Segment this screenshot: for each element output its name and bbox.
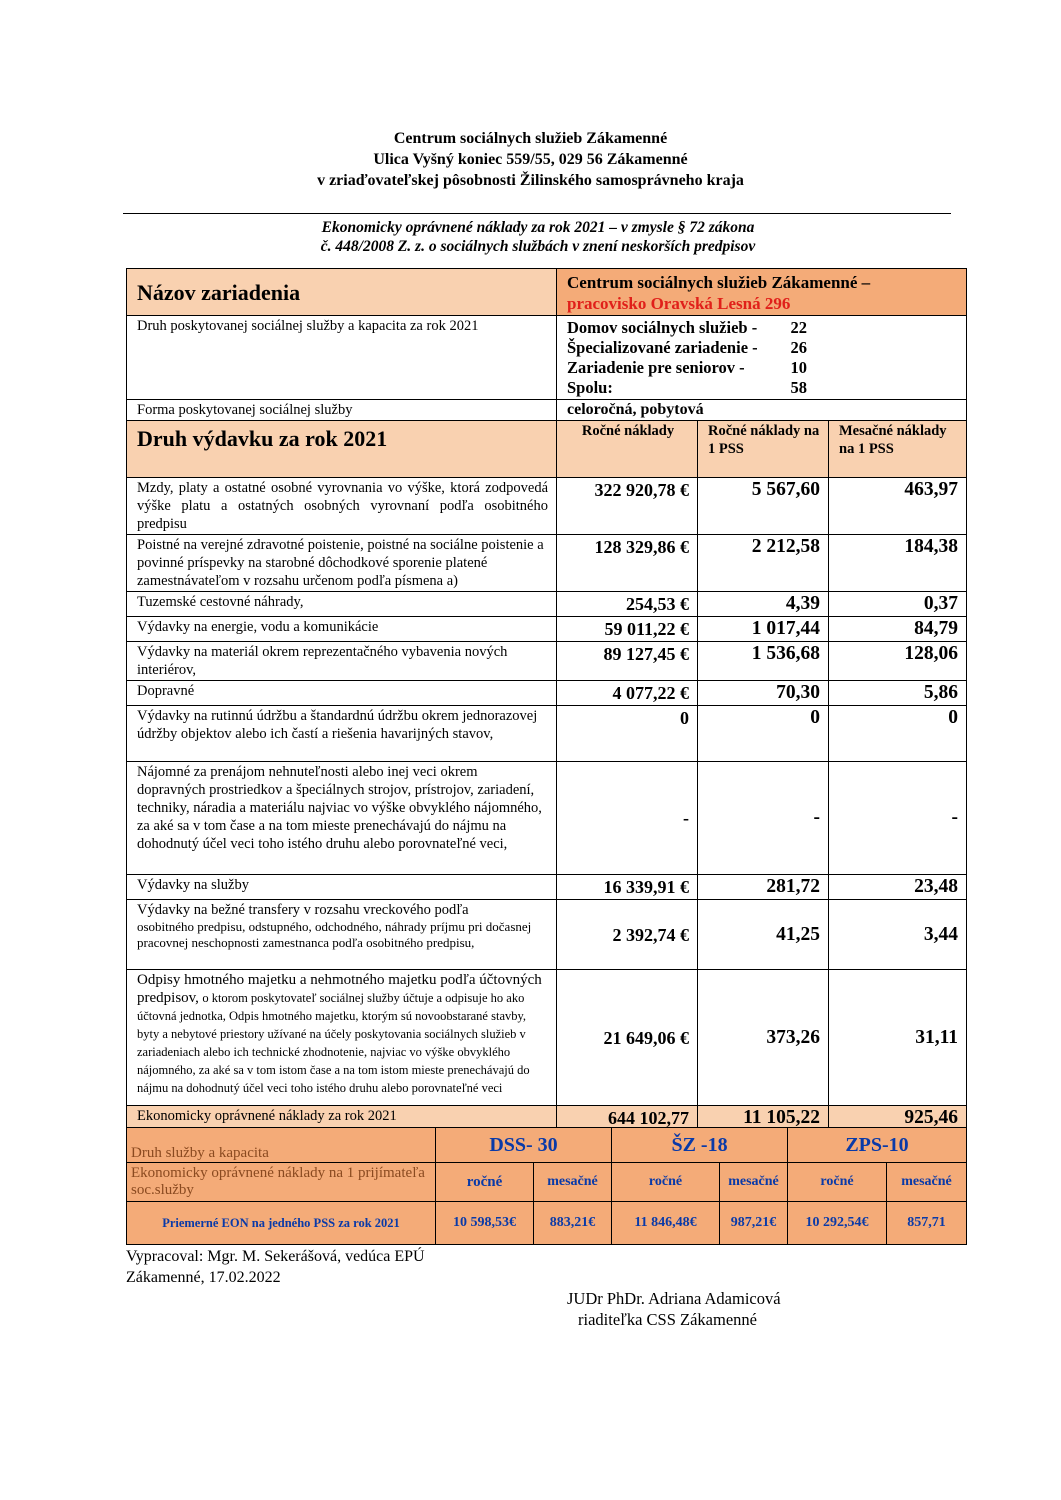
- header-divider: [123, 213, 951, 214]
- row-desc: Tuzemské cestovné náhrady,: [127, 592, 557, 617]
- row-per-pss: 1 017,44: [698, 617, 829, 642]
- summary-monthly-label: mesačné: [887, 1163, 967, 1202]
- facility-name-line2: pracovisko Oravská Lesná 296: [567, 294, 791, 313]
- total-annual: 644 102,77: [557, 1106, 698, 1131]
- services-label: Druh poskytovanej sociálnej služby a kapacita za rok 2021: [127, 316, 557, 400]
- summary-eon-label: Ekonomicky oprávnené náklady na 1 prijímateľa soc.služby: [127, 1163, 436, 1202]
- form-label: Forma poskytovanej sociálnej služby: [127, 400, 557, 421]
- row-monthly: 0,37: [829, 592, 967, 617]
- signer-title: riaditeľka CSS Zákamenné: [578, 1310, 757, 1329]
- summary-annual-label: ročné: [612, 1163, 720, 1202]
- col-per-pss-header: Ročné náklady na 1 PSS: [698, 421, 829, 478]
- service-total-count: 58: [790, 378, 807, 397]
- row-per-pss: 373,26: [698, 970, 829, 1106]
- row-desc-main: Výdavky na bežné transfery v rozsahu vreckového podľa: [137, 902, 469, 918]
- summary-avg-label: Priemerné EON na jedného PSS za rok 2021: [127, 1202, 436, 1245]
- total-per-pss: 11 105,22: [698, 1106, 829, 1131]
- row-annual: -: [557, 762, 698, 875]
- row-annual: 254,53 €: [557, 592, 698, 617]
- row-annual: 89 127,45 €: [557, 642, 698, 681]
- summary-group-title: DSS- 30: [436, 1128, 612, 1163]
- summary-table: [126, 1127, 967, 1245]
- row-annual: 0: [557, 706, 698, 762]
- row-monthly: 184,38: [829, 535, 967, 592]
- service-count: 10: [790, 358, 807, 377]
- summary-monthly-label: mesačné: [534, 1163, 612, 1202]
- row-desc: Výdavky na energie, vodu a komunikácie: [127, 617, 557, 642]
- row-monthly: 84,79: [829, 617, 967, 642]
- row-annual: 59 011,22 €: [557, 617, 698, 642]
- row-monthly: 31,11: [829, 970, 967, 1106]
- row-monthly: 463,97: [829, 478, 967, 535]
- place-date: Zákamenné, 17.02.2022: [126, 1269, 281, 1286]
- org-name: Centrum sociálnych služieb Zákamenné: [393, 130, 668, 147]
- summary-annual-label: ročné: [788, 1163, 887, 1202]
- summary-group-title: ZPS-10: [788, 1128, 967, 1163]
- col-monthly-header: Mesačné náklady na 1 PSS: [829, 421, 967, 478]
- row-annual: 322 920,78 €: [557, 478, 698, 535]
- row-desc-detail: o ktorom poskytovateľ sociálnej služby účtuje a odpisuje ho ako účtovná jednotka, Odpis hmotného majetku, ktorým sú novoobstarané stavby, byty a nebytové priestory užívané na účely poskytovania sociálnych služieb v zariadeniach alebo ich technické zhodnotenie, najviac vo výške obvyklého nájomného, za aké sa v tom istom čase a na tom istom mieste prenechávajú do nájmu na dohodnutý účel veci toho istého druhu alebo porovnateľné veci: [137, 991, 530, 1095]
- col-annual-header: Ročné náklady: [557, 421, 698, 478]
- row-desc: Mzdy, platy a ostatné osobné vyrovnania vo výške, ktorá zodpovedá výške platu a ostatných osobných vyrovnaní podľa osobitného predpisu: [127, 478, 557, 535]
- row-desc: Výdavky na materiál okrem reprezentačného vybavenia nových interiérov,: [127, 642, 557, 681]
- row-desc: Poistné na verejné zdravotné poistenie, poistné na sociálne poistenie a povinné príspevky na starobné dôchodkové sporenie platené zamestnávateľom v rozsahu určenom podľa písmena a): [127, 535, 557, 592]
- row-desc: Dopravné: [127, 681, 557, 706]
- row-per-pss: 0: [698, 706, 829, 762]
- total-label: Ekonomicky oprávnené náklady za rok 2021: [127, 1106, 557, 1131]
- service-name: Špecializované zariadenie -: [567, 338, 758, 357]
- row-monthly: 5,86: [829, 681, 967, 706]
- subtitle-line1: Ekonomicky oprávnené náklady za rok 2021 – v zmysle § 72 zákona: [321, 219, 755, 236]
- row-monthly: 128,06: [829, 642, 967, 681]
- row-per-pss: 70,30: [698, 681, 829, 706]
- summary-kind-label: Druh služby a kapacita: [127, 1128, 436, 1163]
- org-address: Ulica Vyšný koniec 559/55, 029 56 Zákamenné: [373, 151, 688, 168]
- row-per-pss: 2 212,58: [698, 535, 829, 592]
- summary-monthly-value: 987,21€: [720, 1202, 788, 1245]
- row-annual: 16 339,91 €: [557, 875, 698, 900]
- service-count: 22: [790, 318, 807, 337]
- row-annual: 128 329,86 €: [557, 535, 698, 592]
- row-annual: 4 077,22 €: [557, 681, 698, 706]
- row-annual: 2 392,74 €: [557, 900, 698, 970]
- row-per-pss: -: [698, 762, 829, 875]
- row-per-pss: 41,25: [698, 900, 829, 970]
- summary-annual-label: ročné: [436, 1163, 534, 1202]
- service-total-label: Spolu:: [567, 378, 613, 397]
- row-monthly: 23,48: [829, 875, 967, 900]
- summary-group-title: ŠZ -18: [612, 1128, 788, 1163]
- service-name: Zariadenie pre seniorov -: [567, 358, 745, 377]
- row-per-pss: 4,39: [698, 592, 829, 617]
- facility-name-line1: Centrum sociálnych služieb Zákamenné –: [567, 273, 871, 292]
- row-monthly: 0: [829, 706, 967, 762]
- services-list: [557, 316, 967, 400]
- row-monthly: -: [829, 762, 967, 875]
- costs-table: [126, 268, 967, 1131]
- facility-name: [557, 269, 967, 316]
- expense-type-header: Druh výdavku za rok 2021: [127, 421, 557, 478]
- summary-monthly-label: mesačné: [720, 1163, 788, 1202]
- row-desc: [127, 900, 557, 970]
- facility-label: Názov zariadenia: [127, 269, 557, 316]
- row-desc: Nájomné za prenájom nehnuteľnosti alebo inej veci okrem dopravných prostriedkov a špeciálnych strojov, prístrojov, zariadení, techniky, náradia a materiálu najviac vo výške obvyklého nájomného, za aké sa v tom čase a na tom mieste prenechávajú do nájmu na dohodnutý účel veci toho istého druhu alebo porovnateľné veci,: [127, 762, 557, 875]
- row-desc: [127, 970, 557, 1106]
- row-per-pss: 1 536,68: [698, 642, 829, 681]
- summary-annual-value: 10 292,54€: [788, 1202, 887, 1245]
- row-desc-detail: osobitného predpisu, odstupného, odchodného, náhrady príjmu pri dočasnej pracovnej neschopnosti zamestnanca podľa osobitného predpisu,: [137, 919, 532, 950]
- prepared-by: Vypracoval: Mgr. M. Sekerášová, vedúca EPÚ: [126, 1248, 425, 1265]
- row-per-pss: 281,72: [698, 875, 829, 900]
- signer-name: JUDr PhDr. Adriana Adamicová: [567, 1289, 781, 1308]
- summary-monthly-value: 883,21€: [534, 1202, 612, 1245]
- row-per-pss: 5 567,60: [698, 478, 829, 535]
- summary-monthly-value: 857,71: [887, 1202, 967, 1245]
- summary-annual-value: 10 598,53€: [436, 1202, 534, 1245]
- row-monthly: 3,44: [829, 900, 967, 970]
- subtitle-line2: č. 448/2008 Z. z. o sociálnych službách v znení neskorších predpisov: [320, 238, 756, 255]
- org-founder: v zriaďovateľskej pôsobnosti Žilinského samosprávneho kraja: [317, 172, 744, 189]
- row-desc: Výdavky na rutinnú údržbu a štandardnú údržbu okrem jednorazovej údržby objektov alebo ich častí a riešenia havarijných stavov,: [127, 706, 557, 762]
- row-desc: Výdavky na služby: [127, 875, 557, 900]
- summary-annual-value: 11 846,48€: [612, 1202, 720, 1245]
- service-count: 26: [790, 338, 807, 357]
- row-desc-main: Odpisy hmotného majetku a nehmotného majetku podľa účtovných predpisov,: [137, 972, 542, 1006]
- service-name: Domov sociálnych služieb -: [567, 318, 758, 337]
- form-value: celoročná, pobytová: [557, 400, 967, 421]
- row-annual: 21 649,06 €: [557, 970, 698, 1106]
- total-monthly: 925,46: [829, 1106, 967, 1131]
